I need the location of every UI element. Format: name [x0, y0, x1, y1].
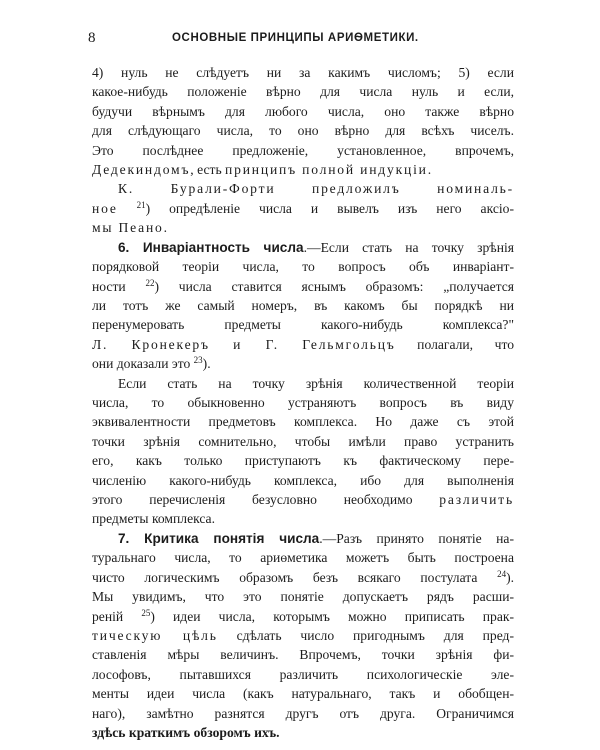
text-line: наго), замѣтно разнятся другъ отъ друга. Ограничимся: [92, 705, 514, 721]
text-line: [92, 627, 514, 645]
text-line: порядковой теоріи числа, то вопросъ объ инваріант-: [92, 259, 514, 275]
text-run: мы Пеано: [92, 220, 164, 236]
footnote-ref: 22: [145, 277, 155, 288]
text-run: ное: [92, 200, 118, 216]
text-run: ) идеи числа, которымъ можно приписать прак-: [150, 608, 515, 624]
text-line: его, какъ только приступаютъ къ фактическому пере-: [92, 453, 514, 469]
text-line: численію какого-нибудь комплекса, ибо для выполненія: [92, 472, 514, 488]
page-number: 8: [88, 30, 96, 46]
text-run: полагали, что: [395, 336, 514, 352]
text-line: ли тотъ же самый номеръ, въ какомъ бы порядкѣ ни: [92, 297, 514, 313]
text-line: [118, 239, 514, 257]
text-line: лософовъ, пытавшихся различить психологическіе эле-: [92, 666, 514, 682]
text-line: для слѣдующаго числа, то оно вѣрно для всѣхъ чиселъ.: [92, 123, 514, 139]
text-line: [92, 336, 514, 354]
text-run: ) числа ставится яснымъ образомъ: „получается: [154, 278, 514, 294]
text-line: предметы комплекса.: [92, 511, 215, 527]
text-run: .—Если стать на точку зрѣнія: [303, 239, 514, 255]
text-line: какое-нибудь положеніе вѣрно для числа нуль и если,: [92, 84, 514, 100]
running-title: ОСНОВНЫЕ ПРИНЦИПЫ АРИѲМЕТИКИ.: [172, 32, 419, 44]
footnote-ref: 21: [136, 199, 146, 210]
text-run: .—Разъ принято понятіе на-: [319, 530, 514, 546]
text-line: 4) нуль не слѣдуетъ ни за какимъ числомъ; 5) если: [92, 65, 514, 80]
text-run: ) опредѣленіе числа и вывелъ изъ него аксіо-: [145, 200, 514, 216]
text-line: [92, 355, 514, 373]
footnote-ref: 24: [497, 568, 507, 579]
text-run: предложилъ номиналь-: [275, 181, 514, 197]
section-heading: 6. Инваріантность числа: [118, 239, 304, 255]
text-line: туральнаго числа, то ариѳметика можетъ быть построена: [92, 550, 514, 566]
text-run: ).: [506, 569, 514, 585]
text-run: , есть: [190, 162, 226, 178]
text-run: ности: [92, 278, 126, 294]
text-line: будучи вѣрнымъ для любого числа, оно также вѣрно: [92, 103, 514, 119]
text-line: числа, то обыкновенно устраняютъ вопросъ въ виду: [92, 395, 514, 410]
text-line: здѣсь краткимъ обзоромъ ихъ.: [92, 725, 280, 740]
text-run: сдѣлать число пригоднымъ для пред-: [217, 627, 514, 643]
text-run: .: [163, 220, 168, 236]
text-line: [118, 530, 514, 548]
text-line: перенумеровать предметы какого-нибудь комплекса?": [92, 317, 514, 333]
text-line: Если стать на точку зрѣнія количественной теоріи: [118, 375, 514, 391]
text-run: чисто логическимъ образомъ безъ всякаго постулата: [92, 569, 478, 585]
emphasized-term: различить: [439, 492, 514, 508]
author-name: К. Бурали-Форти: [118, 181, 276, 197]
text-run: .: [427, 162, 432, 178]
emphasized-term: тическую цѣль: [92, 627, 218, 643]
text-line: точки зрѣнія сомнительно, чтобы имѣли право устранить: [92, 433, 514, 449]
text-run: реній: [92, 608, 124, 624]
text-line: Мы увидимъ, что это понятіе допускаетъ рядъ расши-: [92, 589, 514, 605]
text-run: этого перечисленія безусловно необходимо: [92, 492, 440, 508]
footnote-ref: 25: [141, 607, 151, 618]
text-line: эквивалентности предметовъ комплекса. Но даже съ этой: [92, 414, 514, 430]
author-names: Л. Кронекеръ и Г. Гельмгольцъ: [92, 336, 396, 352]
text-run: они доказали это: [92, 356, 194, 372]
footnote-ref: 23: [193, 355, 203, 366]
text-line: [92, 161, 514, 179]
text-line: [92, 278, 514, 296]
text-line: [92, 608, 514, 626]
text-line: [92, 491, 514, 509]
section-heading: 7. Критика понятія числа: [118, 530, 320, 546]
text-line: [92, 219, 514, 237]
emphasized-term: принципъ полной индукціи: [225, 162, 428, 178]
text-line: [92, 200, 514, 218]
text-line: [118, 180, 514, 198]
text-line: менты идеи числа (какъ натуральнаго, такъ и обобщен-: [92, 686, 514, 702]
text-line: [92, 569, 514, 587]
author-name: Дедекиндомъ: [92, 162, 191, 178]
text-line: Это послѣднее предложеніе, установленное, впрочемъ,: [92, 142, 514, 158]
text-run: ).: [202, 356, 211, 372]
text-line: ставленія мѣры величинъ. Впрочемъ, точки зрѣнія фи-: [92, 647, 514, 663]
